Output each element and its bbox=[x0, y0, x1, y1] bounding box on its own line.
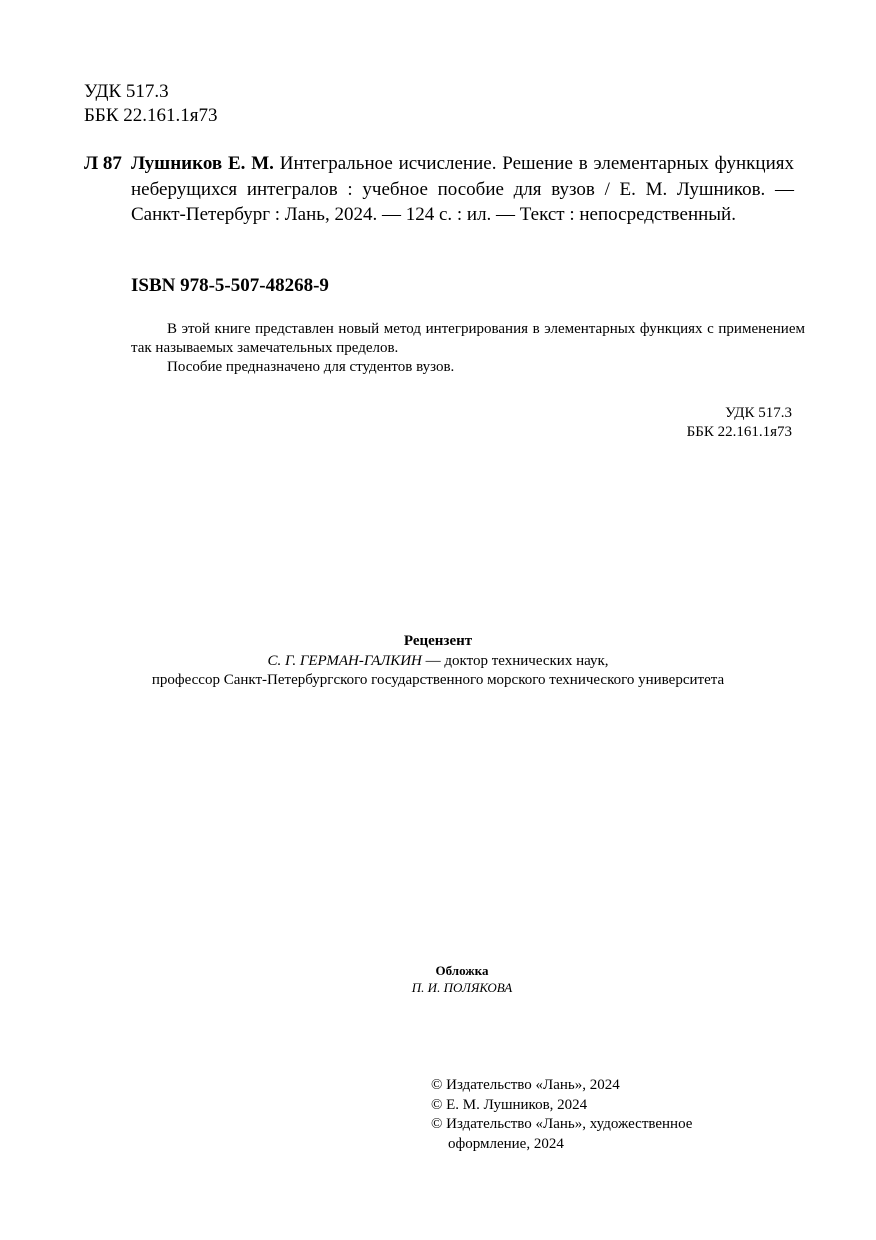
author-name: Лушников Е. М. bbox=[131, 153, 274, 174]
isbn: ISBN 978-5-507-48268-9 bbox=[131, 275, 329, 296]
classification-block-top bbox=[84, 80, 217, 128]
title-and-imprint: Интегральное исчисление. Решение в элементарных функциях неберущихся интегралов : учебное пособие для вузов / Е. М. Лушников. — Санкт-Петербург : Лань, 2024. — 124 с. : ил. — Текст : непосредственный. bbox=[131, 153, 794, 225]
bibliographic-description bbox=[131, 151, 794, 228]
udk-code: УДК 517.3 bbox=[84, 81, 169, 102]
annotation bbox=[131, 320, 805, 377]
copyright-block bbox=[431, 1076, 761, 1154]
copyright-line: © Издательство «Лань», художественное bbox=[431, 1116, 693, 1132]
udk-code: УДК 517.3 bbox=[725, 405, 792, 421]
reviewer-heading: Рецензент bbox=[403, 633, 473, 649]
classification-block-right bbox=[560, 404, 792, 442]
cover-designer-name: П. И. ПОЛЯКОВА bbox=[411, 980, 513, 995]
cover-credit-block bbox=[260, 962, 664, 996]
copyright-line: © Издательство «Лань», 2024 bbox=[431, 1077, 620, 1093]
copyright-line: © Е. М. Лушников, 2024 bbox=[431, 1096, 588, 1113]
copyright-line-continuation: оформление, 2024 bbox=[448, 1135, 564, 1152]
reviewer-block bbox=[60, 632, 816, 691]
cover-heading: Обложка bbox=[435, 963, 489, 978]
annotation-paragraph: Пособие предназначено для студентов вузов. bbox=[167, 359, 455, 375]
author-mark: Л 87 bbox=[84, 153, 122, 174]
bbk-code: ББК 22.161.1я73 bbox=[84, 105, 218, 126]
reviewer-name: С. Г. ГЕРМАН-ГАЛКИН bbox=[267, 652, 422, 669]
reviewer-line bbox=[60, 652, 816, 672]
reviewer-degree: — доктор технических наук, bbox=[421, 652, 609, 669]
bbk-code: ББК 22.161.1я73 bbox=[686, 424, 792, 440]
reviewer-position: профессор Санкт-Петербургского государственного морского технического университета bbox=[151, 672, 725, 688]
annotation-paragraph: В этой книге представлен новый метод интегрирования в элементарных функциях с применением так называемых замечательных пределов. bbox=[131, 321, 805, 356]
